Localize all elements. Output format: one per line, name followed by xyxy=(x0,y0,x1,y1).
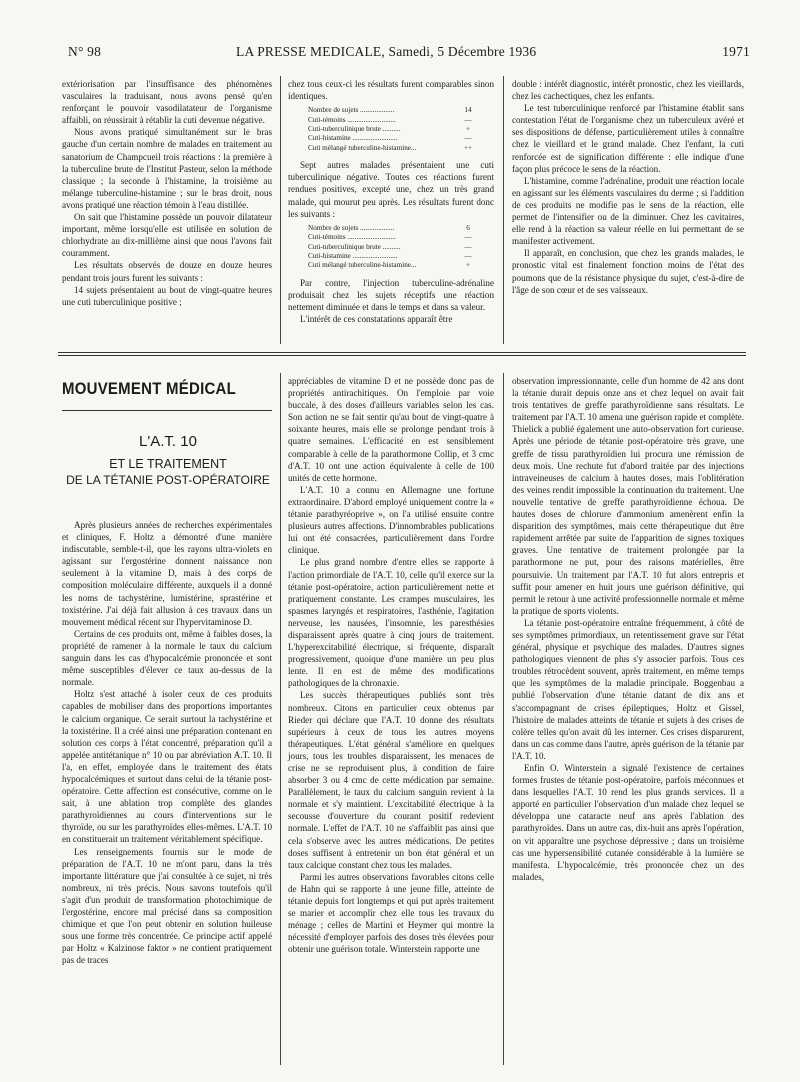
paragraph: L'histamine, comme l'adrénaline, produit une réaction locale en agissant sur les éléments vasculaires du derme ; si l'addition de ces produits ne modifie pas le sens de la réaction, elle permet de l'intensifier ou de la diminuer. Chez les cavitaires, elle rend à la réaction sa valeur réelle en lui permettant de se manifester activement. xyxy=(512,175,744,247)
table-row xyxy=(308,134,494,143)
table-row xyxy=(308,252,494,261)
section-heading: MOUVEMENT MÉDICAL xyxy=(62,379,237,398)
table-value: — xyxy=(464,242,472,251)
paragraph: Certains de ces produits ont, même à faibles doses, la propriété de ramener à la normale le taux du calcium sanguin dans les cas d'hypocalcémie prononcée et sont même susceptibles d'élever ce taux au-dessus de la normale. xyxy=(62,628,272,688)
page-number: 1971 xyxy=(722,44,750,59)
top-column-1 xyxy=(62,78,272,308)
table-label: Cuti mélangé tuberculine-histamine... xyxy=(308,261,417,270)
table-value: — xyxy=(464,233,472,242)
table-row xyxy=(308,116,494,125)
paragraph: Holtz s'est attaché à isoler ceux de ces produits capables de mobiliser dans des proportions importantes le calcium organique. Ce serait surtout la tachystérine et la toxistérine. Il a créé ainsi une préparation contenant en solution ces corps à l'état concentré, préparation qu'il a appelée antitétanique n° 10 ou par abréviation A.T. 10. Il l'a, en effet, employée dans le traitement des états hypocalcémiques et surtout dans celui de la tétanie post-opératoire. Cette affection est consécutive, comme on le sait, à une ablation trop complète des glandes parathyroïdiennes au cours d'interventions sur le thyroïde, ou sur les parathyroïdes elles-mêmes. L'A.T. 10 en constituerait un traitement véritablement spécifique. xyxy=(62,689,272,845)
section-separator xyxy=(58,355,746,356)
paragraph: 14 sujets présentaient au bout de vingt-quatre heures une cuti tuberculinique positive ; xyxy=(62,284,272,307)
column-divider xyxy=(503,76,504,344)
column-divider xyxy=(280,373,281,1065)
table-value: + xyxy=(465,125,471,133)
article-title-line: DE LA TÉTANIE POST-OPÉRATOIRE xyxy=(66,473,270,487)
heading-underline xyxy=(62,410,272,411)
paragraph: Les renseignements fournis sur le mode de préparation de l'A.T. 10 ne m'ont paru, dans la très importante littérature que j'ai consultée à ce sujet, ni très nombreux, ni très précis. Nous savons toutefois qu'il s'agit d'un produit de transformation photochimique de l'ergostérine, encore mal précisé dans sa composition chimique et que l'on peut obtenir en solution huileuse sous une forme très concentrée. Ce principe actif appelé par Holtz « Kalzinose faktor » ne contient pratiquement pas de traces xyxy=(62,846,272,966)
paragraph: Le plus grand nombre d'entre elles se rapporte à l'action primordiale de l'A.T. 10, celle qu'il exerce sur la tétanie post-opératoire, action particulièrement nette et pratiquement constante. Les crampes musculaires, les spasmes laryngés et respiratoires, l'asthénie, l'agitation nerveuse, les nausées, l'insomnie, les paresthésies disparaissent après quatre à cinq jours de traitement. L'hyperexcitabilité électrique, si fréquente, disparaît progressivement, quoique d'une manière un peu plus lente. Il en est de même des modifications pathologiques de la chronaxie. xyxy=(288,557,494,689)
table-row xyxy=(308,106,494,115)
publication-title: LA PRESSE MEDICALE, Samedi, 5 Décembre 1936 xyxy=(236,44,537,59)
paragraph: chez tous ceux-ci les résultats furent comparables sinon identiques. xyxy=(288,79,494,102)
column-divider xyxy=(503,373,504,1065)
table-row xyxy=(308,243,494,252)
section-separator xyxy=(58,352,746,353)
table-value: — xyxy=(464,134,472,143)
table-value: 6 xyxy=(466,223,470,232)
paragraph: Il apparaît, en conclusion, que chez les grands malades, le pronostic vital est finalement fonction moins de l'état des poumons que de la résistance physique du sujet, c'est-à-dire de l'âge de son cœur et de ses vaisseaux. xyxy=(512,248,744,295)
paragraph: Par contre, l'injection tuberculine-adrénaline produisait chez les sujets réceptifs une réaction nettement diminuée et dans le temps et dans sa valeur. xyxy=(288,277,494,312)
results-table-2 xyxy=(308,224,494,271)
paragraph: Les succès thérapeutiques publiés sont très nombreux. Citons en particulier ceux obtenus par Rieder qui déclare que l'A.T. 10 donne des résultats supérieurs à ceux de tous les autres moyens thérapeutiques. L'état général s'améliore en quelques jours, tous les troubles disparaissent, les menaces de crise ne se reproduisent plus, à condition de faire absorber 3 ou 4 cmc de cette médication par semaine. Parallèlement, le taux du calcium sanguin revient à la normale et s'y maintient. L'excitabilité électrique à la secousse d'ouverture du courant positif redevient normale. L'effet de l'A.T. 10 ne s'affaiblit pas ainsi que cela s'observe avec les autres médications. De petites doses suffisent à entretenir un bon état général et un taux calcique constant chez tous les malades. xyxy=(288,690,494,870)
table-value: — xyxy=(464,251,472,260)
table-value: ++ xyxy=(463,143,473,152)
page-header xyxy=(60,44,750,64)
paragraph: On sait que l'histamine possède un pouvoir dilatateur important, même lorsqu'elle est utilisée en solution de chlorhydrate au dix-millième ainsi que nous l'avons fait couramment. xyxy=(62,212,272,259)
paragraph: double : intérêt diagnostic, intérêt pronostic, chez les vieillards, chez les cachectiques, chez les enfants. xyxy=(512,79,744,102)
table-label: Cuti-témoins ........................... xyxy=(308,115,396,124)
table-value: 14 xyxy=(464,106,472,115)
table-value: + xyxy=(465,261,471,270)
table-label: Cuti-témoins ........................... xyxy=(308,233,396,242)
results-table-1 xyxy=(308,106,494,153)
table-label: Nombre de sujets ................... xyxy=(308,106,395,115)
column-divider xyxy=(280,76,281,344)
paragraph: extériorisation par l'insuffisance des phénomènes vasculaires la traduisant, nous avons pensé qu'en renforçant le pouvoir vasodilatateur de l'organisme affaibli, on réussirait à rétablir la cuti devenue négative. xyxy=(62,79,272,126)
article-column-2 xyxy=(288,375,494,956)
issue-number: N° 98 xyxy=(68,44,102,59)
paragraph: L'A.T. 10 a connu en Allemagne une fortune extraordinaire. D'abord employé uniquement contre la « tétanie parathyréoprive », on l'a utilisé ensuite contre plusieurs autres affections. D'innombrables publications lui ont été consacrées, particulièrement dans l'ordre clinique. xyxy=(288,484,494,556)
table-row xyxy=(308,261,494,270)
table-label: Cuti-histamine ......................... xyxy=(308,134,398,143)
paragraph: observation impressionnante, celle d'un homme de 42 ans dont la tétanie durait depuis onze ans et chez lequel on avait fait trois tentatives de greffe parathyroïdienne sans résultats. Le traitement par l'A.T. 10 amena une guérison rapide et complète. Thielick a publié également une auto-observation fort curieuse. Après une période de tétanie post-opératoire très grave, une greffe de tissu parathyroïdien lui procura une rémission de deux mois. Une rechute fut d'abord traitée par des injections intraveineuses de calcium à hautes doses, mais l'oblitération des veines rendit impossible la continuation du traitement. Une nouvelle tentative de greffe parathyroïdienne échoua. De hautes doses de chlorure d'ammonium amenèrent enfin la disparition des symptômes, mais cette thérapeutique dut être rapidement arrêtée par suite de l'apparition de signes toxiques graves. Une tentative de traitement prolongée par la parathormone ne put, pour des raisons matérielles, être poursuivie. Un traitement par l'A.T. 10 fut alors entrepris et suffit pour amener en huit jours une guérison définitive, qui permit le retour à une activité professionnelle normale et même la pratique de sports violents. xyxy=(512,376,744,616)
top-column-2 xyxy=(288,78,494,325)
article-title xyxy=(62,433,274,488)
paragraph: Après plusieurs années de recherches expérimentales et cliniques, F. Holtz a démontré d'une manière indiscutable, semble-t-il, que les rayons ultra-violets en agissant sur l'ergostérine donnent naissance non seulement à la vitamine D, mais à des corps de composition moléculaire différente, auxquels il a donné les noms de tachystérine, lumistérine, sprastérine et toxistérine. J'ai déjà fait allusion à ces travaux dans un mouvement médical récent sur l'hypervitaminose D. xyxy=(62,520,272,627)
paragraph: Les résultats observés de douze en douze heures pendant trois jours furent les suivants : xyxy=(62,260,272,283)
paragraph: L'intérêt de ces constatations apparaît être xyxy=(300,314,453,324)
table-row xyxy=(308,125,494,134)
table-label: Cuti-tuberculinique brute .......... xyxy=(308,242,401,251)
table-label: Cuti-tuberculinique brute .......... xyxy=(308,125,401,133)
table-label: Nombre de sujets ................... xyxy=(308,223,395,232)
table-row xyxy=(308,233,494,242)
article-title-line: L'A.T. 10 xyxy=(139,433,197,450)
article-column-3 xyxy=(512,375,744,883)
paragraph: Parmi les autres observations favorables citons celle de Hahn qui se rapporte à une jeune fille, atteinte de tétanie depuis fort longtemps et qui put après traitement se marier et accomplir chez elle tous les travaux du ménage ; celles de Martini et Heymer qui montre la nécessité d'employer parfois des doses très élevées pour obtenir une guérison totale. Winterstein rapporte une xyxy=(288,871,494,955)
article-title-line: ET LE TRAITEMENT xyxy=(109,457,227,471)
table-label: Cuti mélangé tuberculine-histamine... xyxy=(308,143,417,152)
table-row xyxy=(308,224,494,233)
paragraph: Sept autres malades présentaient une cuti tuberculinique négative. Toutes ces réactions furent rendues positives, excepté une, chez un très grand malade, qui mourut peu après. Les résultats furent donc les suivants : xyxy=(288,160,494,219)
top-column-3 xyxy=(512,78,744,296)
paragraph: Le test tuberculinique renforcé par l'histamine établit sans contestation l'état de l'organisme chez un tuberculeux avéré et ses dispositions de défense, particulièrement utiles à connaître chez le vieillard et le grand malade. Chez l'enfant, la cuti renforcée est de signification différente : elle indique d'une façon plus précoce le sens de la réaction. xyxy=(512,103,744,174)
paragraph: appréciables de vitamine D et ne possède donc pas de propriétés antirachitiques. On l'emploie par voie buccale, à des doses d'ailleurs variables selon les cas. Son action ne se fait sentir qu'au bout de vingt-quatre à soixante heures, mais elle se prolonge pendant trois à quatre semaines. L'efficacité en est sensiblement comparable à celle de la parathormone Collip, et 3 cmc d'A.T. 10 ont une action équivalente à celle de 100 unités de cette hormone. xyxy=(288,376,494,483)
article-column-1 xyxy=(62,519,272,966)
paragraph: La tétanie post-opératoire entraîne fréquemment, à côté de ses symptômes primordiaux, un retentissement grave sur l'état général, physique et psychique des malades. D'autres signes pathologiques viennent de plus s'y associer parfois. Tous ces troubles rétrocèdent souvent, après traitement, en même temps que les symptômes de la maladie principale. Boggenbau a publié l'observation d'une tétanie datant de dix ans et s'accompagnant de crises épileptiques, Holtz et Gissel, l'histoire de malades atteints de tétanie et sujets à des crises de colère telles qu'on avait dû les interner. Ces crises disparurent, dans un cas comme dans l'autre, après guérison de la tétanie par l'A.T. 10. xyxy=(512,617,744,761)
table-label: Cuti-histamine ......................... xyxy=(308,251,398,260)
table-value: — xyxy=(464,115,472,124)
paragraph: Enfin O. Winterstein a signalé l'existence de certaines formes frustes de tétanie post-opératoire, parfois méconnues et dans lesquelles l'A.T. 10 rend les plus grands services. Il a apporté en particulier l'observation d'un malade chez lequel se développa une cataracte neuf ans après l'ablation des parathyroïdes. Dans un autre cas, dix-huit ans après l'opération, on vit apparaître une psychose dépressive ; dans un troisième cas une hypersensibilité cutanée considérable à la lumière se manifesta. L'hypocalcémie, très prononcée chez un des malades, xyxy=(512,763,744,882)
table-row xyxy=(308,144,494,153)
paragraph: Nous avons pratiqué simultanément sur le bras gauche d'un certain nombre de malades en traitement au sanatorium de Champcueil trois réactions : la première à la tuberculine brute de l'Institut Pasteur, selon la méthode classique ; la seconde à l'histamine, la troisième au mélange tuberculine-histamine ; sur le bras droit, nous avons pratiqué une réaction témoin à l'eau distillée. xyxy=(62,127,272,210)
